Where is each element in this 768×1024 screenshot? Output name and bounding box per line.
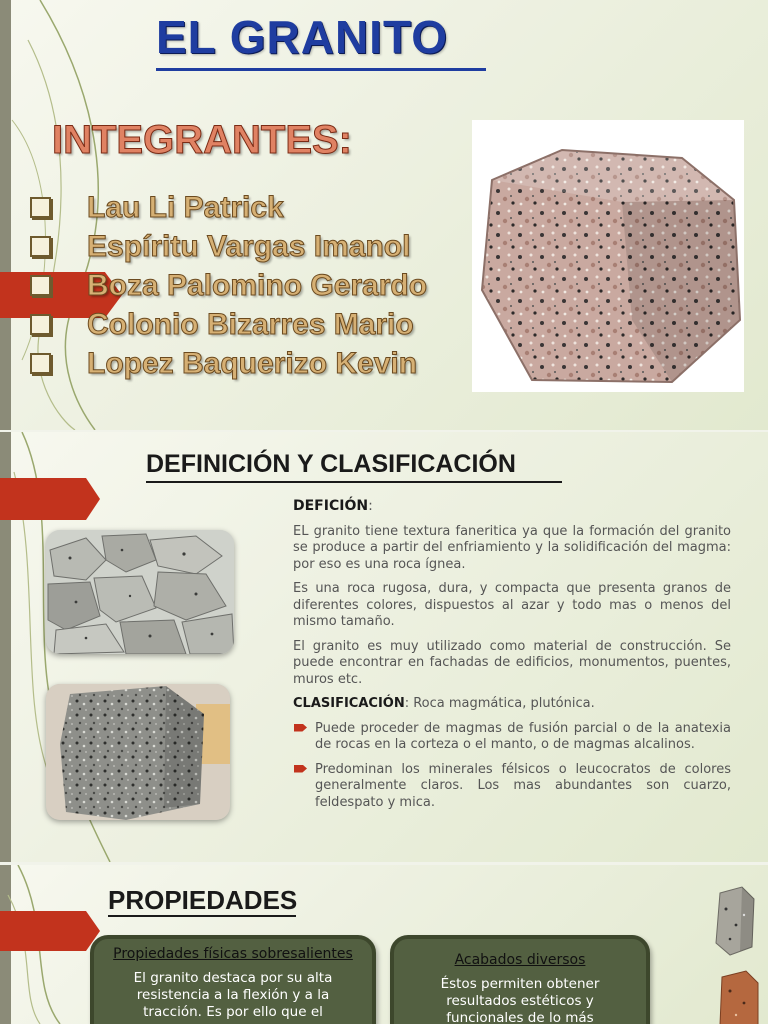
property-card — [90, 935, 376, 1024]
paragraph: EL granito tiene textura faneritica ya que la formación del granito se produce a partir del enfriamiento y la solidificación del magma: por eso es una roca ígnea. — [293, 523, 731, 572]
title-underline — [156, 68, 486, 71]
granite-block-photo — [472, 120, 744, 392]
definition-label: DEFICIÓN — [293, 498, 369, 514]
member-item — [30, 266, 427, 305]
member-item — [30, 305, 427, 344]
title-underline — [108, 915, 296, 917]
member-name: Colonio Bizarres Mario — [87, 307, 414, 341]
card-title: Acabados diversos — [454, 952, 586, 968]
arrow-bullet-icon — [294, 765, 307, 773]
classification-line — [293, 696, 731, 713]
member-name: Boza Palomino Gerardo — [87, 268, 428, 302]
definition-heading — [293, 498, 731, 515]
title-underline — [146, 481, 562, 483]
classification-label: CLASIFICACIÓN — [293, 696, 405, 711]
member-item — [30, 188, 427, 227]
decorative-arrow — [0, 478, 100, 520]
member-item — [30, 227, 427, 266]
members-list — [30, 188, 427, 383]
member-item — [30, 344, 427, 383]
classification-text: : Roca magmática, plutónica. — [404, 696, 595, 711]
property-card — [390, 935, 650, 1024]
slide-left-bar — [0, 0, 11, 430]
checkbox-bullet-icon — [30, 236, 51, 257]
arrow-bullet-icon — [294, 724, 307, 732]
member-name: Espíritu Vargas Imanol — [87, 229, 411, 263]
bullet-text: Puede proceder de magmas de fusión parcial o de la anatexia de rocas en la corteza o el manto, o de magmas alcalinos. — [315, 720, 731, 752]
granite-rock-photo — [46, 684, 230, 820]
member-name: Lopez Baquerizo Kevin — [87, 346, 418, 380]
members-heading: INTEGRANTES: — [52, 118, 352, 162]
checkbox-bullet-icon — [30, 353, 51, 374]
granite-cube-image — [714, 885, 756, 957]
section-title: PROPIEDADES — [108, 885, 298, 915]
definition-text-block — [293, 498, 731, 819]
slide-title-text: EL GRANITO — [156, 11, 448, 63]
card-title: Propiedades físicas sobresalientes — [113, 946, 353, 962]
paragraph: El granito es muy utilizado como material de construcción. Se puede encontrar en fachadas de edificios, monumentos, puentes, muros etc. — [293, 638, 731, 687]
bullet-item — [293, 762, 731, 812]
slide-properties — [0, 865, 768, 1024]
red-granite-image — [716, 969, 760, 1024]
decorative-arrow — [0, 911, 100, 951]
member-name: Lau Li Patrick — [87, 190, 284, 224]
section-title: DEFINICIÓN Y CLASIFICACIÓN — [146, 450, 516, 478]
checkbox-bullet-icon — [30, 275, 51, 296]
card-body: Éstos permiten obtener resultados estéticos y funcionales de lo más — [440, 976, 600, 1024]
classification-bullets — [293, 721, 731, 812]
paragraph: Es una roca rugosa, dura, y compacta que presenta granos de diferentes colores, dispuestos al azar y todo mas o menos del mismo tamaño. — [293, 581, 731, 629]
granite-rubble-photo — [46, 530, 234, 654]
bullet-text: Predominan los minerales félsicos o leucocratos de colores generalmente claros. Los mas abundantes son cuarzo, feldespato y mica. — [315, 761, 731, 810]
definition-colon: : — [368, 498, 373, 514]
slide-title — [0, 0, 768, 430]
slide-definition — [0, 432, 768, 862]
bullet-item — [293, 721, 731, 754]
checkbox-bullet-icon — [30, 314, 51, 335]
checkbox-bullet-icon — [30, 197, 51, 218]
card-body: El granito destaca por su alta resistencia a la flexión y a la tracción. Es por ello que el — [133, 970, 333, 1020]
